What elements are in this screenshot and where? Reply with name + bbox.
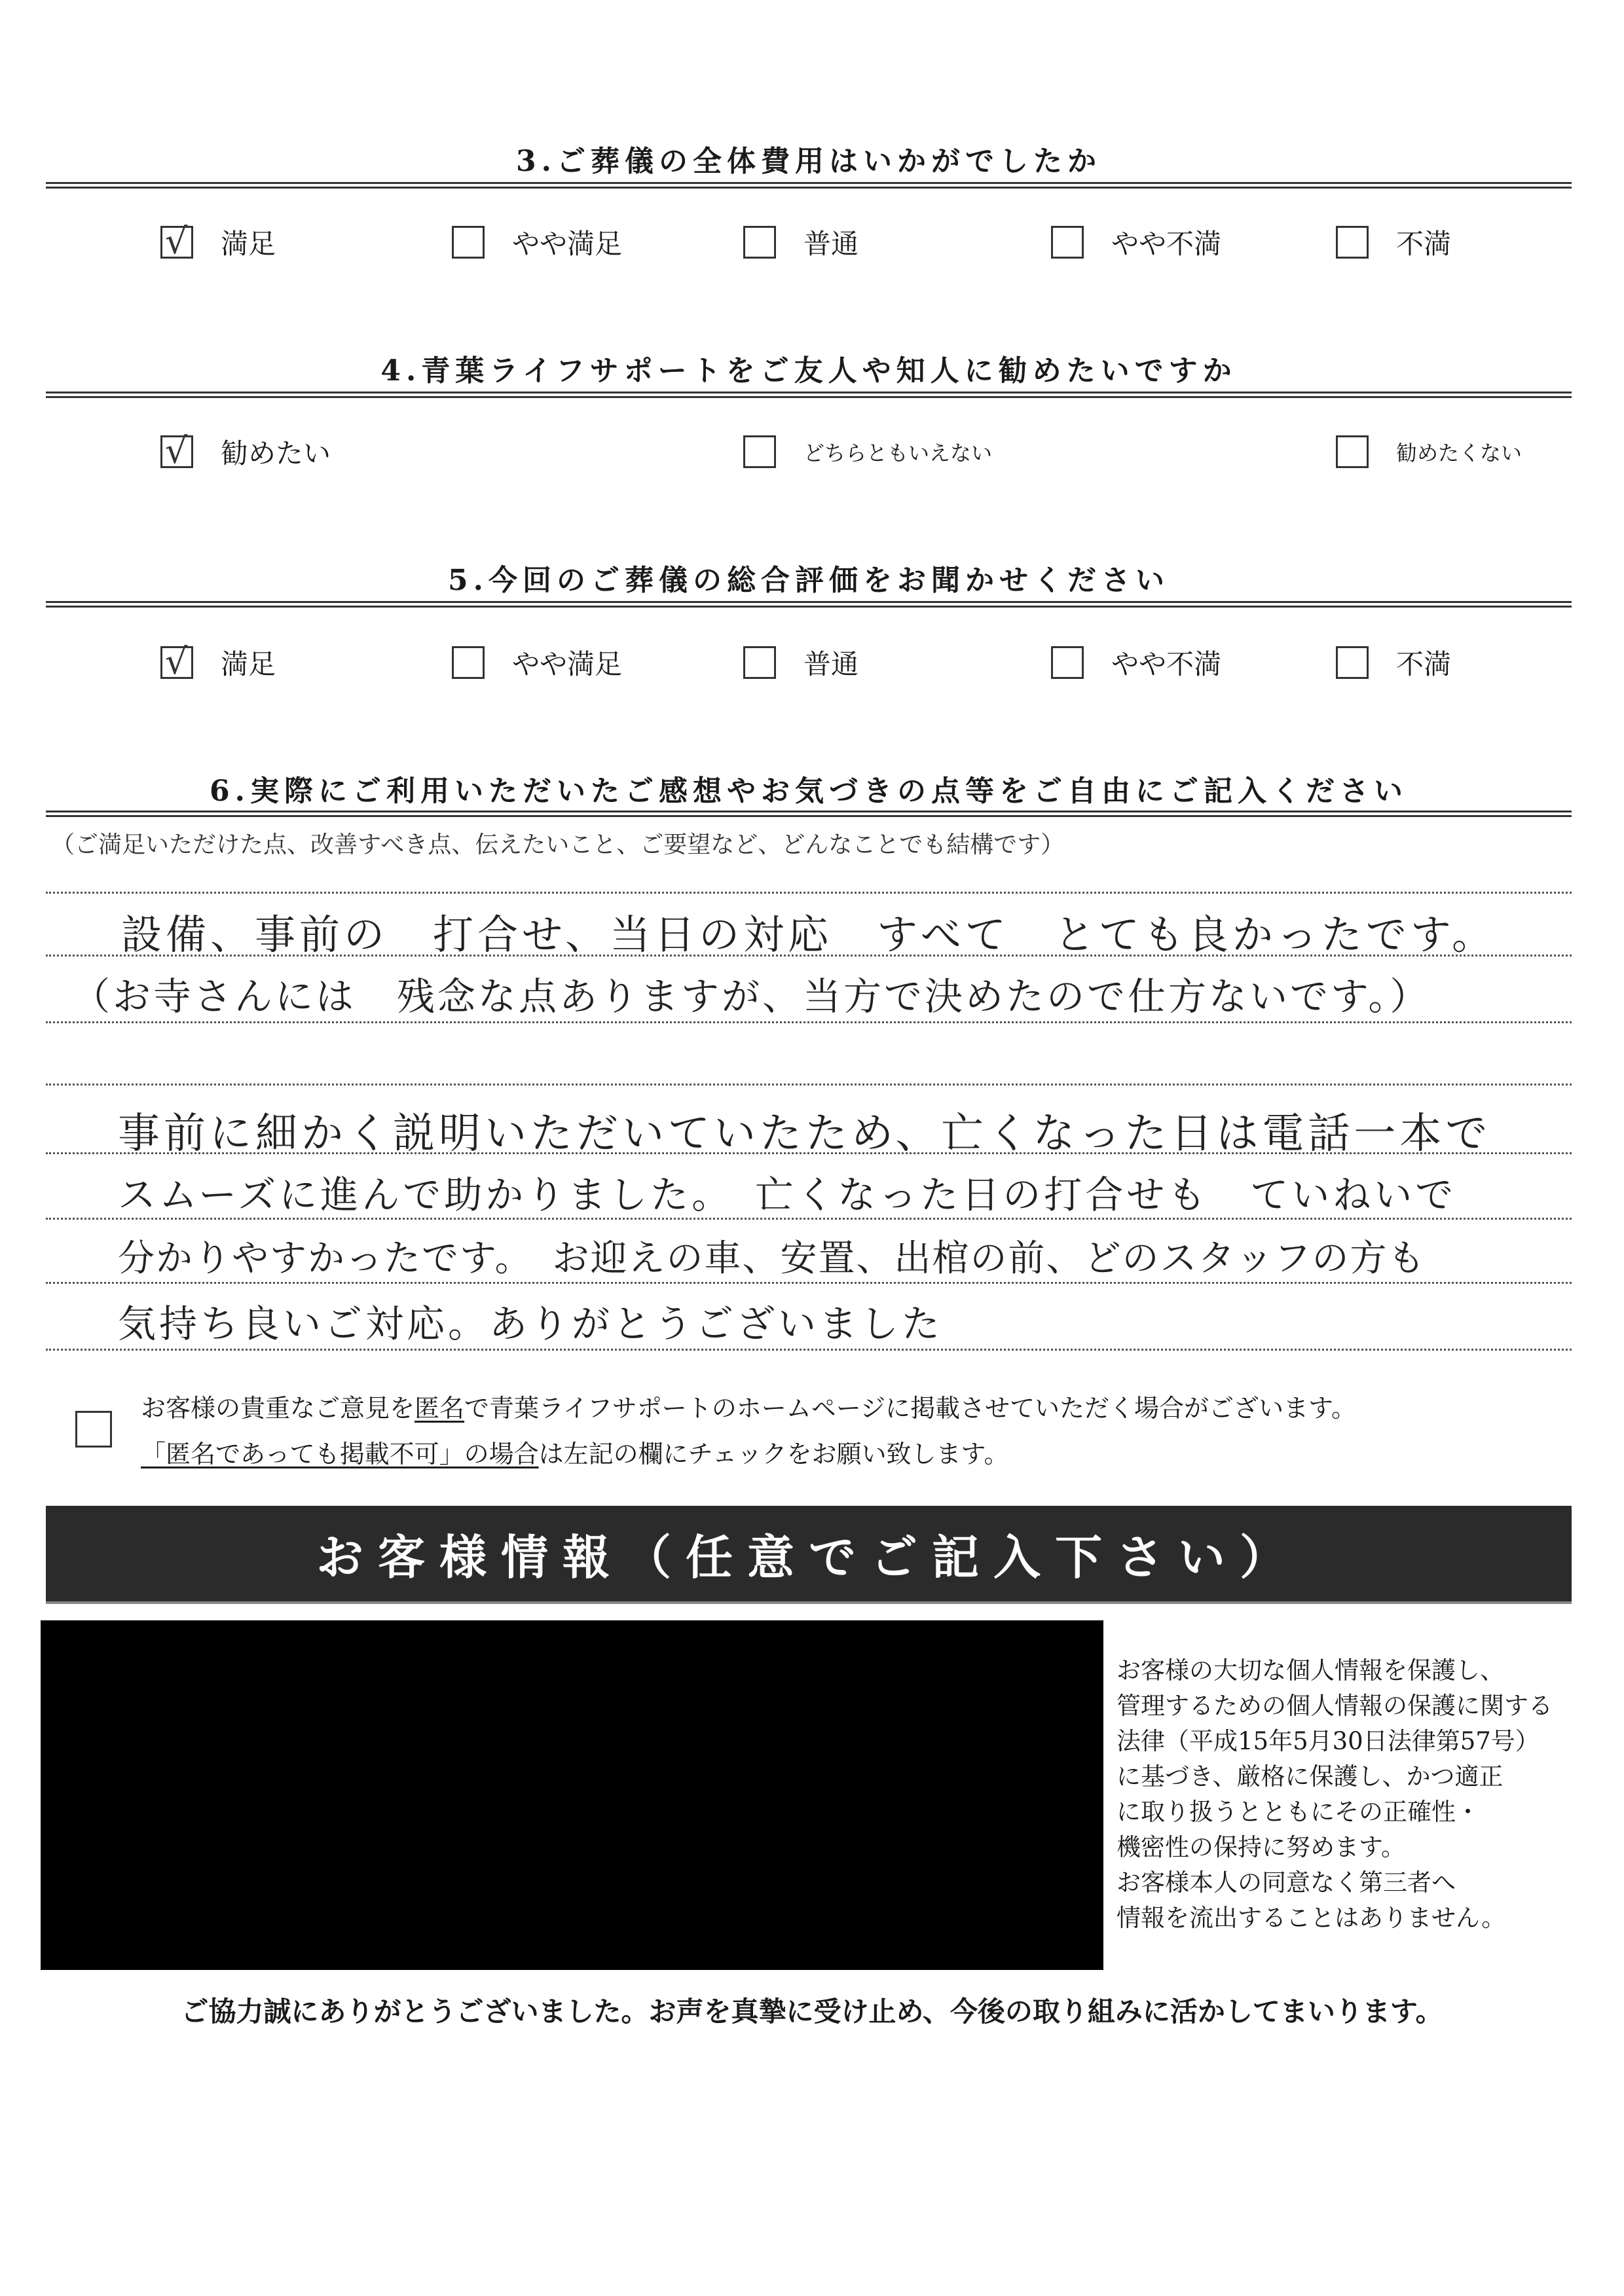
q3-option-dissatisfied[interactable] bbox=[1336, 223, 1451, 262]
closing-thanks: ご協力誠にありがとうございました。お声を真摯に受け止め、今後の取り組みに活かしてまいります。 bbox=[181, 1995, 1443, 2028]
q3-checkbox-somewhat-dissatisfied[interactable] bbox=[1051, 226, 1084, 259]
q6-rule bbox=[46, 811, 1572, 817]
privacy-line: 機密性の保持に努めます。 bbox=[1116, 1833, 1406, 1861]
q4-checkbox-neither[interactable] bbox=[743, 435, 776, 468]
handwritten-comment-line: 分かりやすかったです。 お迎えの車、安置、出棺の前、どのスタッフの方も bbox=[118, 1237, 1426, 1280]
q5-checkbox-neutral[interactable] bbox=[743, 646, 776, 679]
customer-info-title: お客様情報（任意でご記入下さい） bbox=[316, 1529, 1301, 1585]
q4-label-neither: どちらともいえない bbox=[803, 441, 993, 465]
q5-label-somewhat-satisfied: やや満足 bbox=[512, 648, 623, 680]
consent-refusal-condition: 「匿名であっても掲載不可」の場合 bbox=[141, 1440, 539, 1468]
q4-checkbox-not-recommend[interactable] bbox=[1336, 435, 1369, 468]
privacy-line: お客様本人の同意なく第三者へ bbox=[1116, 1868, 1456, 1897]
q3-option-somewhat-dissatisfied[interactable] bbox=[1051, 223, 1221, 262]
check-mark-icon: √ bbox=[165, 221, 188, 262]
handwritten-comment-line: 気持ち良いご対応。ありがとうございました bbox=[118, 1302, 944, 1346]
q3-checkbox-dissatisfied[interactable] bbox=[1336, 226, 1369, 259]
consent-anonymous-term: 匿名 bbox=[415, 1394, 465, 1423]
anonymous-publish-refusal-checkbox[interactable] bbox=[75, 1411, 112, 1448]
q3-label-dissatisfied: 不満 bbox=[1396, 228, 1452, 260]
q5-checkbox-somewhat-satisfied[interactable] bbox=[452, 646, 485, 679]
q6-hint: （ご満足いただけた点、改善すべき点、伝えたいこと、ご要望など、どんなことでも結構です） bbox=[51, 831, 1065, 858]
q5-option-dissatisfied[interactable] bbox=[1336, 643, 1451, 682]
q4-option-neither[interactable] bbox=[743, 432, 992, 471]
q5-checkbox-satisfied[interactable] bbox=[160, 641, 193, 682]
q3-checkbox-neutral[interactable] bbox=[743, 226, 776, 259]
privacy-line: 情報を流出することはありません。 bbox=[1116, 1904, 1506, 1932]
privacy-line: お客様の大切な個人情報を保護し、 bbox=[1116, 1656, 1504, 1685]
check-mark-icon: √ bbox=[165, 641, 188, 682]
q4-rule bbox=[46, 392, 1572, 398]
q5-label-neutral: 普通 bbox=[803, 648, 859, 680]
q5-option-somewhat-dissatisfied[interactable] bbox=[1051, 643, 1221, 682]
q5-label-satisfied: 満足 bbox=[221, 648, 276, 680]
q3-rule bbox=[46, 182, 1572, 189]
comment-line bbox=[46, 892, 1572, 894]
q3-option-somewhat-satisfied[interactable] bbox=[452, 223, 622, 262]
q4-checkbox-recommend[interactable] bbox=[160, 430, 193, 471]
q3-label-somewhat-dissatisfied: やや不満 bbox=[1111, 228, 1222, 260]
handwritten-comment-line: 事前に細かく説明いただいていたため、亡くなった日は電話一本で bbox=[118, 1110, 1492, 1158]
privacy-notice bbox=[1116, 1653, 1588, 1936]
q5-checkbox-dissatisfied[interactable] bbox=[1336, 646, 1369, 679]
privacy-line: 管理するための個人情報の保護に関する bbox=[1116, 1692, 1553, 1720]
consent-line-1-start: お客様の貴重なご意見を bbox=[141, 1394, 415, 1423]
comment-line bbox=[46, 1282, 1572, 1284]
q3-checkbox-somewhat-satisfied[interactable] bbox=[452, 226, 485, 259]
redacted-customer-info bbox=[41, 1620, 1103, 1970]
comment-line bbox=[46, 1084, 1572, 1085]
privacy-line: 法律（平成15年5月30日法律第57号） bbox=[1116, 1727, 1540, 1755]
q4-option-not-recommend[interactable] bbox=[1336, 432, 1522, 471]
check-mark-icon: √ bbox=[165, 430, 188, 471]
customer-info-banner bbox=[46, 1506, 1572, 1604]
q4-title: 4.青葉ライフサポートをご友人や知人に勧めたいですか bbox=[380, 354, 1237, 388]
q5-title: 5.今回のご葬儀の総合評価をお聞かせください bbox=[448, 564, 1170, 597]
q5-label-somewhat-dissatisfied: やや不満 bbox=[1111, 648, 1222, 680]
q4-label-not-recommend: 勧めたくない bbox=[1396, 441, 1522, 465]
consent-line-1 bbox=[141, 1388, 1356, 1424]
q6-title: 6.実際にご利用いただいたご感想やお気づきの点等をご自由にご記入ください bbox=[210, 774, 1408, 808]
q3-option-satisfied[interactable] bbox=[160, 223, 276, 262]
handwritten-comment-line: 設備、事前の 打合せ、当日の対応 すべて とても良かったです。 bbox=[121, 911, 1496, 958]
q3-option-neutral[interactable] bbox=[743, 223, 858, 262]
handwritten-comment-line: スムーズに進んで助かりました。 亡くなった日の打合せも ていねいで bbox=[118, 1173, 1457, 1217]
privacy-line: に基づき、厳格に保護し、かつ適正 bbox=[1116, 1762, 1504, 1791]
q3-title: 3.ご葬儀の全体費用はいかがでしたか bbox=[516, 145, 1101, 178]
comment-line bbox=[46, 1349, 1572, 1351]
privacy-line: に取り扱うとともにその正確性・ bbox=[1116, 1798, 1480, 1826]
consent-line-2-end: は左記の欄にチェックをお願い致します。 bbox=[538, 1440, 1009, 1468]
q5-option-somewhat-satisfied[interactable] bbox=[452, 643, 622, 682]
consent-line-2 bbox=[141, 1434, 1008, 1470]
q4-label-recommend: 勧めたい bbox=[221, 437, 331, 469]
q3-label-neutral: 普通 bbox=[803, 228, 859, 260]
q5-checkbox-somewhat-dissatisfied[interactable] bbox=[1051, 646, 1084, 679]
q5-label-dissatisfied: 不満 bbox=[1396, 648, 1452, 680]
q5-rule bbox=[46, 601, 1572, 608]
q5-option-neutral[interactable] bbox=[743, 643, 858, 682]
q5-option-satisfied[interactable] bbox=[160, 643, 276, 682]
handwritten-comment-line: （お寺さんには 残念な点ありますが、当方で決めたので仕方ないです。） bbox=[72, 974, 1431, 1019]
q4-option-recommend[interactable] bbox=[160, 432, 331, 471]
consent-line-1-end: で青葉ライフサポートのホームページに掲載させていただく場合がございます。 bbox=[464, 1394, 1356, 1423]
comment-line bbox=[46, 1021, 1572, 1023]
q3-label-satisfied: 満足 bbox=[221, 228, 276, 260]
q3-checkbox-satisfied[interactable] bbox=[160, 221, 193, 262]
q3-label-somewhat-satisfied: やや満足 bbox=[512, 228, 623, 260]
